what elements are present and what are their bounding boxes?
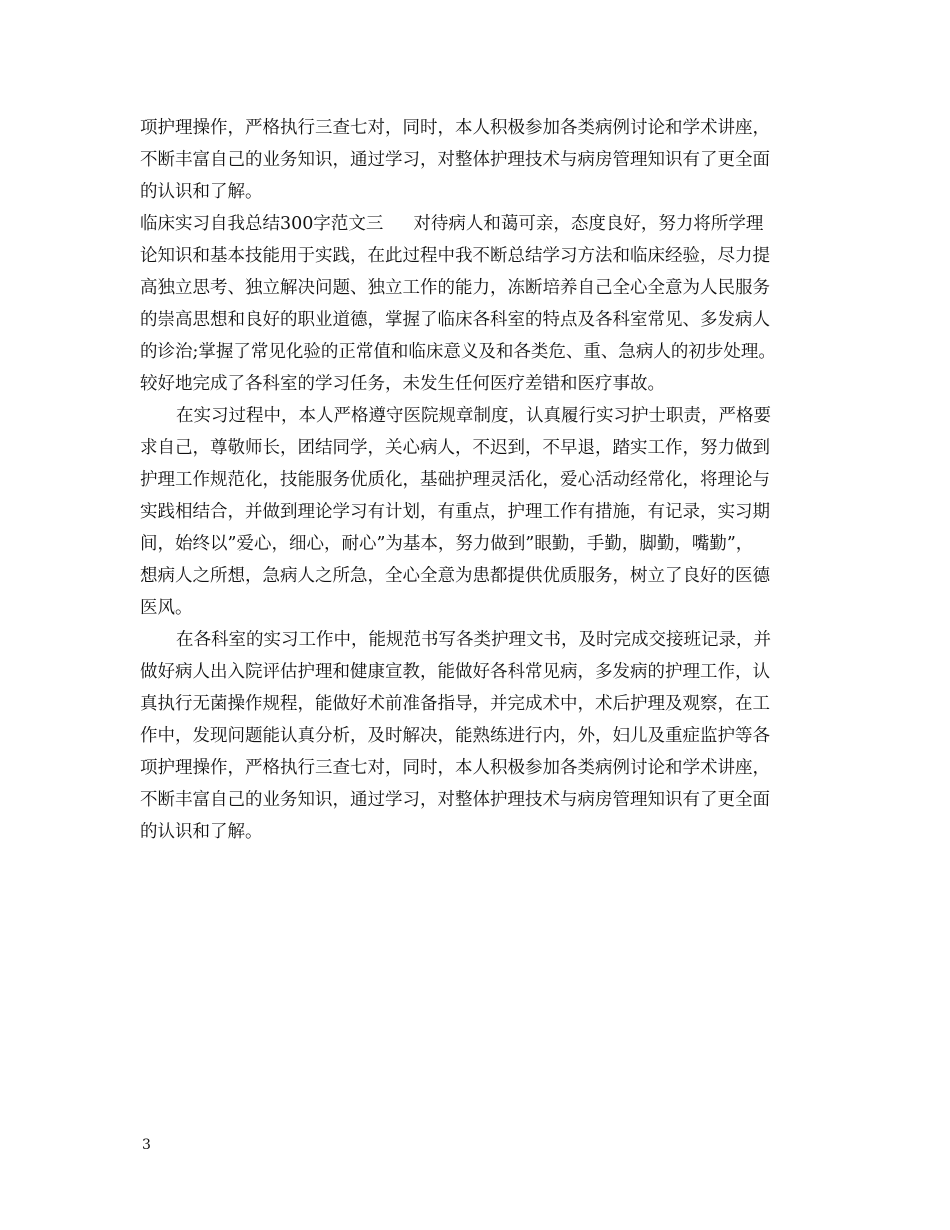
document-body — [140, 112, 820, 848]
text-line: 项护理操作，严格执行三查七对，同时，本人积极参加各类病例讨论和学术讲座， — [140, 118, 770, 138]
text-line: 医风。 — [140, 598, 193, 618]
text-line: 项护理操作，严格执行三查七对，同时，本人积极参加各类病例讨论和学术讲座， — [140, 758, 770, 778]
section-title: 临床实习自我总结300字范文三 — [140, 214, 384, 234]
text-line: 护理工作规范化，技能服务优质化，基础护理灵活化，爱心活动经常化，将理论与 — [140, 470, 770, 490]
text-line: 想病人之所想，急病人之所急，全心全意为患都提供优质服务，树立了良好的医德 — [140, 566, 770, 586]
text-line: 真执行无菌操作规程，能做好术前准备指导，并完成术中，术后护理及观察，在工 — [140, 694, 770, 714]
text-line: 做好病人出入院评估护理和健康宣教，能做好各科常见病，多发病的护理工作，认 — [140, 662, 770, 682]
text-line: 作中，发现问题能认真分析，及时解决，能熟练进行内，外，妇儿及重症监护等各 — [140, 726, 770, 746]
text-line: 的诊治;掌握了常见化验的正常值和临床意义及和各类危、重、急病人的初步处理。 — [140, 342, 776, 362]
text-line: 较好地完成了各科室的学习任务，未发生任何医疗差错和医疗事故。 — [140, 374, 665, 394]
heading-line-text: 对待病人和蔼可亲，态度良好，努力将所学理 — [413, 214, 764, 234]
text-line: 不断丰富自己的业务知识，通过学习，对整体护理技术与病房管理知识有了更全面 — [140, 790, 770, 810]
text-line: 论知识和基本技能用于实践，在此过程中我不断总结学习方法和临床经验，尽力提 — [140, 246, 770, 266]
heading-line — [140, 208, 820, 240]
paragraph-first-line: 在各科室的实习工作中，能规范书写各类护理文书，及时完成交接班记录，并 — [176, 630, 771, 650]
paragraph-first-line: 在实习过程中，本人严格遵守医院规章制度，认真履行实习护士职责，严格要 — [176, 406, 771, 426]
text-line: 高独立思考、独立解决问题、独立工作的能力，冻断培养自己全心全意为人民服务 — [140, 278, 770, 298]
text-line: 的崇高思想和良好的职业道德，掌握了临床各科室的特点及各科室常见、多发病人 — [140, 310, 770, 330]
text-line: 不断丰富自己的业务知识，通过学习，对整体护理技术与病房管理知识有了更全面 — [140, 150, 770, 170]
text-line: 实践相结合，并做到理论学习有计划，有重点，护理工作有措施，有记录，实习期 — [140, 502, 770, 522]
text-line: 求自己，尊敬师长，团结同学，关心病人，不迟到，不早退，踏实工作，努力做到 — [140, 438, 770, 458]
text-line: 的认识和了解。 — [140, 822, 263, 842]
page-number: 3 — [142, 1137, 151, 1153]
text-line: 间，始终以”爱心，细心，耐心”为基本，努力做到”眼勤，手勤，脚勤，嘴勤”， — [140, 534, 754, 554]
text-line: 的认识和了解。 — [140, 182, 263, 202]
